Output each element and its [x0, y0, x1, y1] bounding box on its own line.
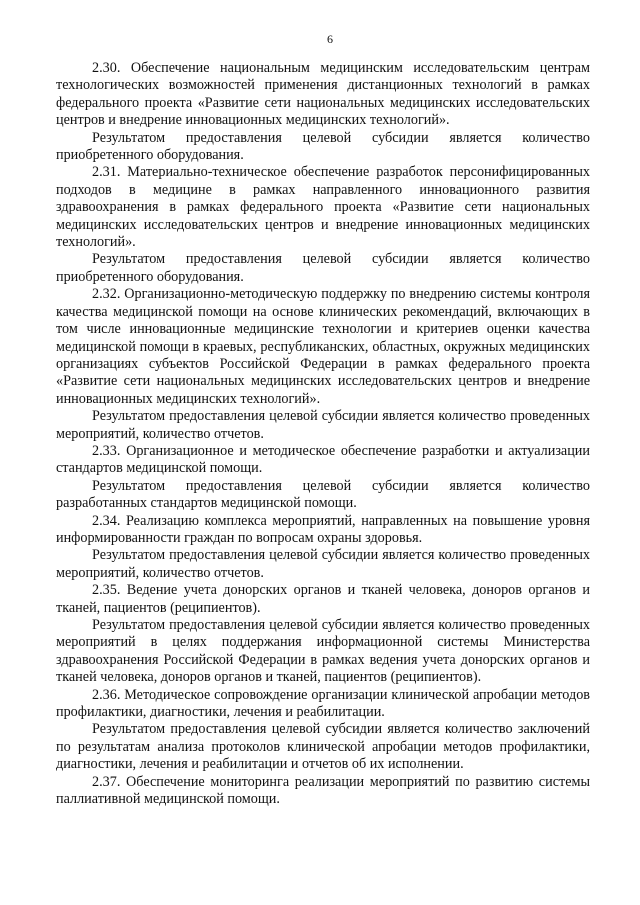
paragraph-2-35-result: Результатом предоставления целевой субсидии является количество проведенных мероприятий в целях поддержания информационной системы Министерства здравоохранения Российской Федерации в рамках ведения учета донорских органов и тканей человека, доноров органов и тканей, пациентов (реципиентов).: [56, 617, 590, 686]
paragraph-2-31-result: Результатом предоставления целевой субсидии является количество приобретенного оборудования.: [56, 251, 590, 285]
paragraph-2-32: 2.32. Организационно-методическую поддержку по внедрению системы контроля качества медицинской помощи на основе клинических рекомендаций, включающих в том числе инновационные медицинские технологии и критериев оценки качества медицинской помощи в краевых, республиканских, областных, окружных медицинских организациях субъектов Российской Федерации в рамках федерального проекта «Развитие сети национальных медицинских исследовательских центров и внедрение инновационных медицинских технологий».: [56, 286, 590, 407]
paragraph-2-32-result: Результатом предоставления целевой субсидии является количество проведенных мероприятий, количество отчетов.: [56, 408, 590, 442]
paragraph-2-35: 2.35. Ведение учета донорских органов и тканей человека, доноров органов и тканей, пациентов (реципиентов).: [56, 582, 590, 616]
paragraph-2-37: 2.37. Обеспечение мониторинга реализации мероприятий по развитию системы паллиативной медицинской помощи.: [56, 773, 590, 808]
paragraph-2-36: 2.36. Методическое сопровождение организации клинической апробации методов профилактики, диагностики, лечения и реабилитации.: [56, 686, 590, 721]
paragraph-2-34-result: Результатом предоставления целевой субсидии является количество проведенных мероприятий, количество отчетов.: [56, 547, 590, 581]
paragraph-2-33: 2.33. Организационное и методическое обеспечение разработки и актуализации стандартов медицинской помощи.: [56, 442, 590, 477]
paragraph-2-33-result: Результатом предоставления целевой субсидии является количество разработанных стандартов медицинской помощи.: [56, 477, 590, 512]
page-number: 6: [327, 32, 333, 46]
paragraph-2-30: 2.30. Обеспечение национальным медицинским исследовательским центрам технологических возможностей применения дистанционных технологий в рамках федерального проекта «Развитие сети национальных медицинских исследовательских центров и внедрение инновационных медицинских технологий».: [56, 60, 590, 129]
paragraph-2-31: 2.31. Материально-техническое обеспечение разработок персонифицированных подходов в медицине в рамках направленного инновационного развития здравоохранения в рамках федерального проекта «Развитие сети национальных медицинских исследовательских центров и внедрение инновационных медицинских технологий».: [56, 164, 590, 251]
paragraph-2-30-result: Результатом предоставления целевой субсидии является количество приобретенного оборудования.: [56, 129, 590, 164]
paragraph-2-34: 2.34. Реализацию комплекса мероприятий, направленных на повышение уровня информированности граждан по вопросам охраны здоровья.: [56, 512, 590, 546]
document-body: [56, 60, 590, 808]
paragraph-2-36-result: Результатом предоставления целевой субсидии является количество заключений по результатам анализа протоколов клинической апробации методов профилактики, диагностики, лечения и реабилитации и отчетов об их исполнении.: [56, 721, 590, 773]
